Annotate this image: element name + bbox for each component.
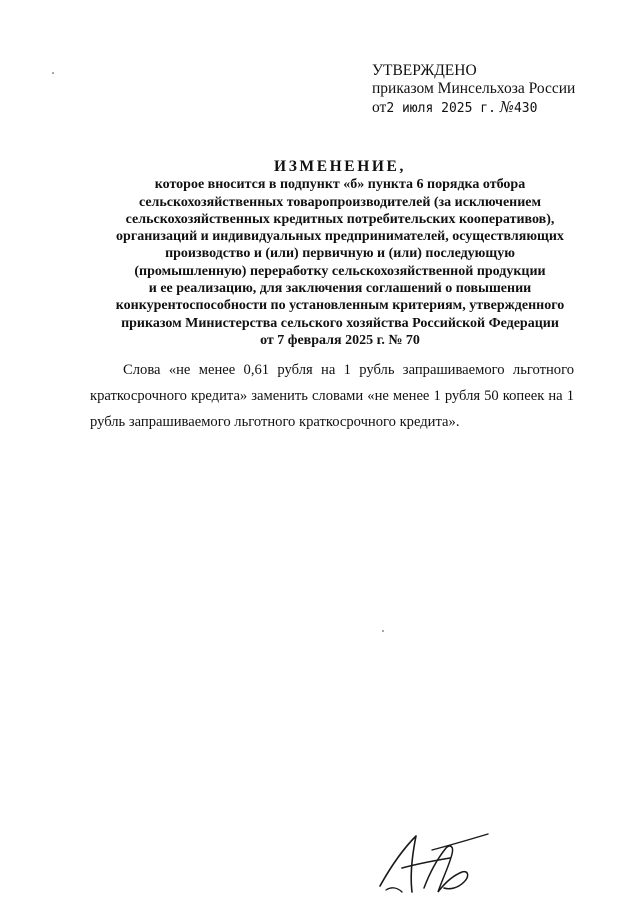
signature-icon (372, 828, 492, 898)
approval-number: 430 (513, 101, 538, 116)
scan-speck (52, 72, 54, 74)
approval-number-mark: № (499, 98, 514, 116)
title-heading: ИЗМЕНЕНИЕ, (274, 158, 406, 175)
approval-heading: УТВЕРЖДЕНО (372, 62, 477, 79)
title-line: и ее реализацию, для заключения соглашений о повышении (148, 281, 532, 297)
title-line: (промышленную) переработку сельскохозяйственной продукции (134, 263, 546, 279)
title-line: сельскохозяйственных кредитных потребительских кооперативов), (125, 211, 555, 227)
title-line: от 7 февраля 2025 г. № 70 (260, 332, 420, 348)
title-line: организаций и индивидуальных предпринимателей, осуществляющих (116, 229, 564, 245)
title-line: сельскохозяйственных товаропроизводителей (за исключением (138, 194, 542, 210)
approval-date-prefix: от (372, 99, 387, 116)
scan-speck (382, 630, 384, 632)
title-line: которое вносится в подпункт «б» пункта 6 порядка отбора (154, 177, 526, 193)
body-paragraph: Слова «не менее 0,61 рубля на 1 рубль запрашиваемого льготного краткосрочного кредита» заменить словами «не менее 1 рубля 50 копеек на 1 рубль запрашиваемого льготного краткосрочного кредита». (90, 362, 574, 430)
document-body (90, 357, 574, 435)
approval-stamp (372, 62, 632, 118)
title-line: производство и (или) первичную и (или) последующую (165, 246, 515, 262)
approval-date-line (372, 98, 632, 118)
title-line: приказом Министерства сельского хозяйства Российской Федерации (121, 315, 559, 331)
approval-date: 2 июля 2025 г. (386, 101, 496, 116)
approval-order-line: приказом Минсельхоза России (372, 80, 576, 97)
document-title (60, 158, 620, 349)
title-line: конкурентоспособности по установленным критериям, утвержденного (115, 298, 565, 314)
